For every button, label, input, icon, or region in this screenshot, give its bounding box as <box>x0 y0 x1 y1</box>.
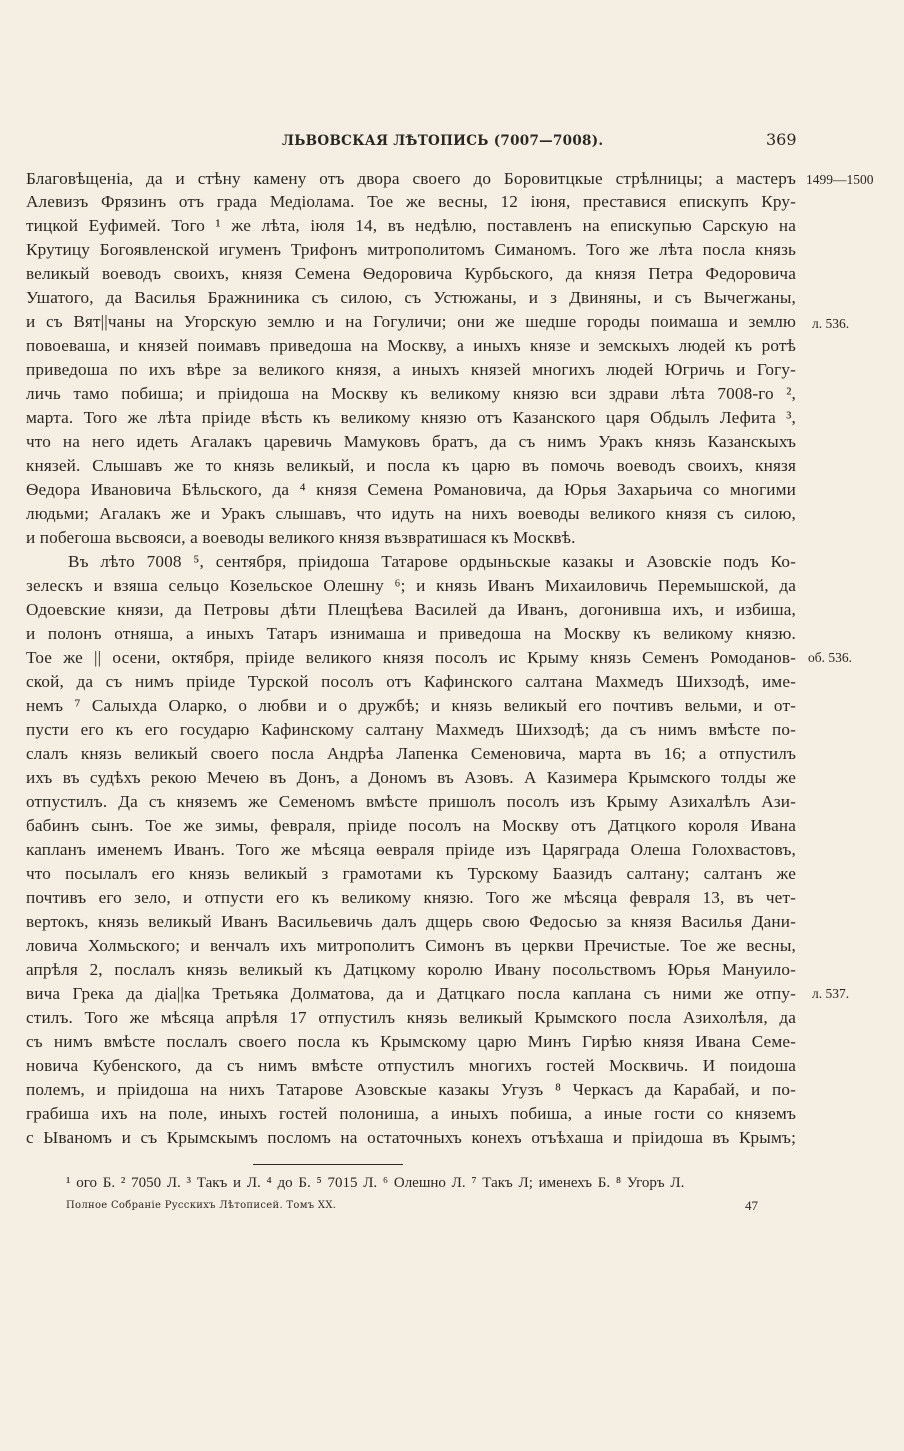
page-number: 369 <box>766 130 797 149</box>
printer-signature: 47 <box>745 1198 758 1213</box>
text-line: приведоша по ихъ вѣре за великого князя, а иныхъ князей многихъ людей Югричь и Гогу- <box>26 360 796 379</box>
running-header-title: ЛЬВОВСКАЯ ЛѢТОПИСЬ (7007—7008). <box>282 133 604 149</box>
text-line: марта. Того же лѣта пріиде вѣсть къ великому князю отъ Казанского царя Обдылъ Лефита ³, <box>26 408 796 427</box>
text-line: полемъ, и пріидоша на нихъ Татарове Азовскые казакы Угузъ ⁸ Черкасъ да Карабай, и по- <box>26 1080 796 1099</box>
text-line: людьми; Агалакъ же и Уракъ слышавъ, что идуть на нихъ воеводы великого князя съ силою, <box>26 504 796 523</box>
text-line: пусти его къ его государю Кафинскому салтану Махмедъ Шихзодѣ; да съ нимъ вмѣсте по- <box>26 720 796 739</box>
text-line: и съ Вят||чаны на Угорскую землю и на Гогуличи; они же шедше городы поимаша и землю <box>26 312 796 331</box>
text-line: и побегоша вьсвояси, а воеводы великого князя възвратишася къ Москвѣ. <box>26 528 576 547</box>
text-line: Ушатого, да Василья Бражниника съ силою, съ Устюжаны, и з Двиняны, и съ Вычегжаны, <box>26 288 796 307</box>
text-line: грабиша ихъ на поле, иныхъ гостей полониша, а иныхъ побиша, а иные гости со княземъ <box>26 1104 796 1123</box>
margin-note-folio: л. 537. <box>812 986 850 1001</box>
text-line: вертокъ, князь великый Иванъ Васильевичь далъ дщерь свою Федосью за князя Василья Дани- <box>26 912 796 931</box>
collection-title: Полное Собраніе Русскихъ Лѣтописей. Томъ XX. <box>66 1200 337 1211</box>
text-line: Тое же || осени, октября, пріиде великого князя посолъ ис Крыму князь Семенъ Ромоданов- <box>26 648 796 667</box>
text-line: тицкой Еуфимей. Того ¹ же лѣта, іюля 14, въ недѣлю, поставленъ на епискупью Сарскую на <box>26 216 796 235</box>
text-line: и полонъ отняша, а иныхъ Татаръ изнимаша и приведоша на Москву къ великому князю. <box>26 624 796 643</box>
text-line: ловича Холмьского; и венчалъ ихъ митрополитъ Симонъ въ церкви Пречистые. Тое же весны, <box>26 936 796 955</box>
text-line: новича Кубенского, да съ нимъ вмѣсте отпустилъ многихъ гостей Москвичь. И поидоша <box>26 1056 796 1075</box>
text-line: ской, да съ нимъ пріиде Турской посолъ отъ Кафинского салтана Махмедъ Шихзодѣ, име- <box>26 672 796 691</box>
text-line: личь тамо побиша; и пріидоша на Москву къ великому князю вси здрави лѣта 7008-го ², <box>26 384 796 403</box>
text-line: великый воеводъ своихъ, князя Семена Ѳедоровича Курбьского, да князя Петра Федоровича <box>26 264 796 283</box>
margin-note-folio: об. 536. <box>808 650 852 665</box>
text-line: немъ ⁷ Салыхда Оларко, о любви и о дружбѣ; и князь великый его почтивъ вельми, и от- <box>26 696 796 715</box>
margin-note-folio: л. 536. <box>812 316 850 331</box>
footnote-divider <box>253 1164 403 1165</box>
text-line: Алевизъ Фрязинъ отъ града Медіолама. Тое же весны, 12 іюня, преставися епискупъ Кру- <box>26 192 796 211</box>
text-line: что на него идеть Агалакъ царевичь Мамуковъ братъ, да съ нимъ Уракъ князь Казанскыхъ <box>26 432 796 451</box>
text-line: князей. Слышавъ же то князь великый, и посла къ царю въ помочь воеводъ своихъ, князя <box>26 456 796 475</box>
text-line: Благовѣщеніа, да и стѣну камену отъ двора своего до Боровитцкые стрѣлницы; а мастеръ <box>26 169 796 188</box>
text-line: Крутицу Богоявленской игуменъ Трифонъ митрополитомъ Симаномъ. Того же лѣта посла князь <box>26 240 796 259</box>
margin-note-years: 1499—1500 <box>806 172 874 187</box>
text-line: что посылалъ его князь великый з грамотами къ Турскому Баазидъ салтану; салтанъ же <box>26 864 796 883</box>
text-line: Одоевские князи, да Петровы дѣти Плещѣева Василей да Иванъ, догонивша ихъ, и избиша, <box>26 600 796 619</box>
text-line: отпустилъ. Да съ княземъ же Семеномъ вмѣсте пришолъ посолъ изъ Крыму Азихалѣлъ Ази- <box>26 792 796 811</box>
text-line: ихъ въ судѣхъ рекою Мечею въ Донъ, а Дономъ въ Азовъ. А Казимера Крымского толды же <box>26 768 796 787</box>
text-line: съ нимъ вмѣсте послалъ своего посла къ Крымскому царю Минъ Гирѣю князя Ивана Семе- <box>26 1032 796 1051</box>
text-line: вича Грека да діа||ка Третьяка Долматова, да и Датцкаго посла каплана съ ними же отпу- <box>26 984 796 1003</box>
text-line: Въ лѣто 7008 ⁵, сентября, пріидоша Татарове ордыньскые казакы и Азовскіе подъ Ко- <box>68 552 796 571</box>
text-line: апрѣля 2, послалъ князь великый къ Датцкому королю Ивану посольствомъ Юрья Мануило- <box>26 960 796 979</box>
footnotes: ¹ ого Б. ² 7050 Л. ³ Такъ и Л. ⁴ до Б. ⁵ 7015 Л. ⁶ Олешно Л. ⁷ Такъ Л; именехъ Б. ⁸ Угоръ Л. <box>66 1175 685 1191</box>
text-line: почтивъ его зело, и отпусти его къ великому князю. Того же мѣсяца февраля 13, въ чет- <box>26 888 796 907</box>
text-line: Ѳедора Ивановича Бѣльского, да ⁴ князя Семена Романовича, да Юрья Захарьича со многими <box>26 480 796 499</box>
text-line: капланъ именемъ Иванъ. Того же мѣсяца ѳевраля пріиде изъ Царяграда Олеша Голохвастовъ, <box>26 840 796 859</box>
text-line: бабинъ сынъ. Тое же зимы, февраля, пріиде посолъ на Москву отъ Датцкого короля Ивана <box>26 816 796 835</box>
text-line: зелескъ и взяша сельцо Козельское Олешну ⁶; и князь Иванъ Михаиловичь Перемышской, да <box>26 576 796 595</box>
text-line: с Ываномъ и съ Крымскымъ посломъ на остаточныхъ конехъ отъѣхаша и пріидоша въ Крымъ; <box>26 1128 796 1147</box>
text-line: повоеваша, и князей поимавъ приведоша на Москву, а иныхъ князе и земскыхъ людей къ ротѣ <box>26 336 796 355</box>
text-line: стилъ. Того же мѣсяца апрѣля 17 отпустилъ князь великый Крымского посла Азихолѣля, да <box>26 1008 796 1027</box>
text-line: слалъ князь великый своего посла Андрѣа Лапенка Семеновича, марта въ 16; а отпустилъ <box>26 744 796 763</box>
